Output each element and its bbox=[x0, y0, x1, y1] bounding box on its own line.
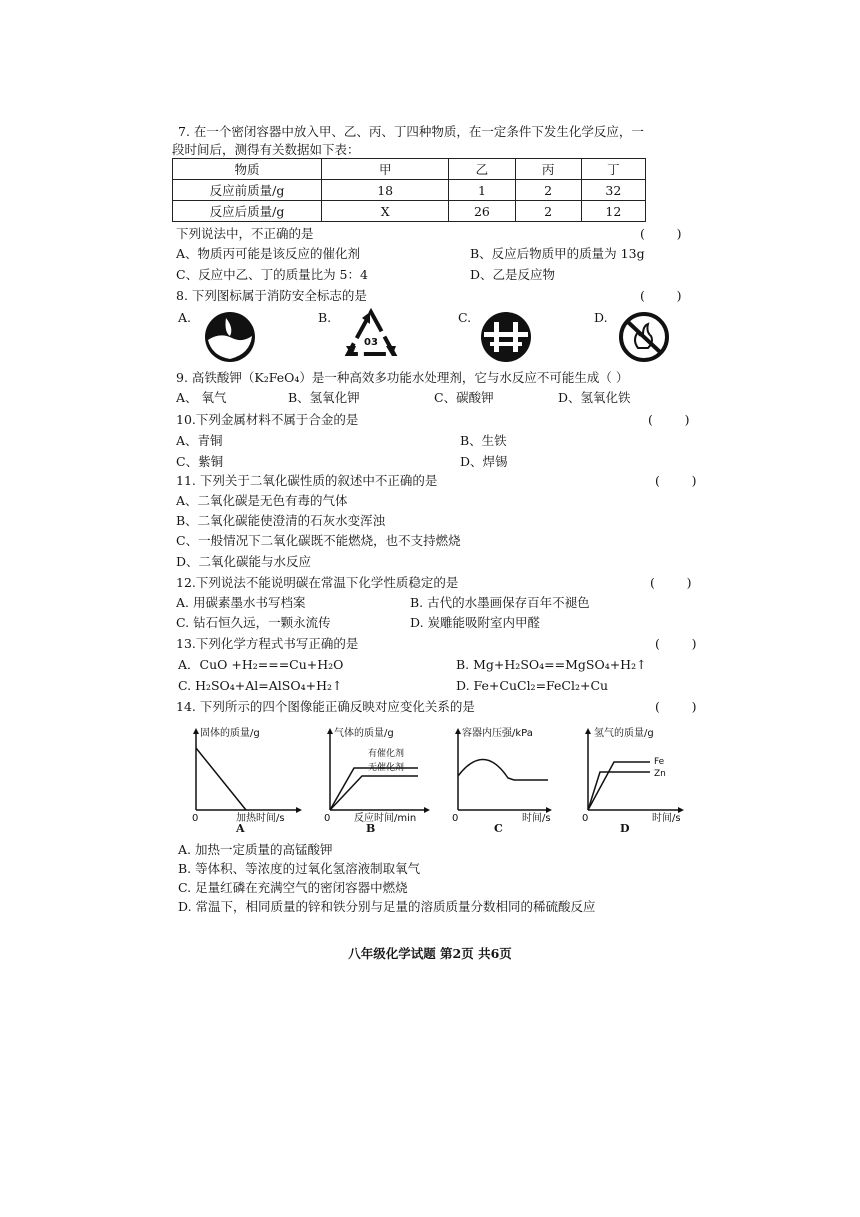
q7-stem-line2: 段时间后，测得有关数据如下表： bbox=[172, 142, 360, 157]
table-cell: 反应后质量/g bbox=[173, 201, 322, 222]
graph-c-caption: C bbox=[494, 822, 503, 835]
graph-b-origin: 0 bbox=[324, 813, 331, 822]
graph-d-label-fe: Fe bbox=[654, 757, 665, 767]
q7-data-table bbox=[172, 158, 646, 222]
no-open-flame-icon bbox=[616, 310, 672, 364]
graph-c-xlabel: 时间/s bbox=[522, 813, 551, 822]
q9-option-c: C、碳酸钾 bbox=[434, 390, 494, 405]
graph-b-label-catalyst: 有催化剂 bbox=[368, 749, 405, 759]
energy-label-icon bbox=[478, 310, 534, 364]
q13-option-d: D. Fe+CuCl₂=FeCl₂+Cu bbox=[456, 678, 609, 693]
graph-a-line bbox=[196, 748, 246, 810]
table-header-cell: 物质 bbox=[173, 159, 322, 180]
table-header-row bbox=[173, 159, 646, 180]
q12-option-a: A. 用碳素墨水书写档案 bbox=[176, 595, 306, 610]
q7-option-d: D、乙是反应物 bbox=[470, 267, 556, 282]
graph-b-line-no-catalyst bbox=[330, 776, 418, 810]
q14-answer-paren: ( ) bbox=[655, 699, 697, 714]
recycle-code: 03 bbox=[364, 337, 378, 348]
q12-stem: 12.下列说法不能说明碳在常温下化学性质稳定的是 bbox=[176, 575, 459, 590]
q9-option-b: B、氢氧化钾 bbox=[288, 390, 360, 405]
q12-answer-paren: ( ) bbox=[650, 575, 692, 590]
q9-option-a: A、 氧气 bbox=[176, 390, 227, 405]
q10-option-a: A、青铜 bbox=[176, 433, 223, 448]
table-cell: 反应前质量/g bbox=[173, 180, 322, 201]
graph-d-ylabel: 氢气的质量/g bbox=[594, 728, 654, 739]
graph-b-ylabel: 气体的质量/g bbox=[334, 728, 394, 739]
q10-option-d: D、焊锡 bbox=[460, 454, 508, 469]
table-header-cell: 甲 bbox=[322, 159, 449, 180]
q10-stem: 10.下列金属材料不属于合金的是 bbox=[176, 412, 359, 427]
graph-c-origin: 0 bbox=[452, 813, 459, 822]
graph-d-line-fe bbox=[588, 762, 650, 810]
q7-option-c: C、反应中乙、丁的质量比为 5：4 bbox=[176, 267, 368, 282]
recycle-icon bbox=[340, 306, 402, 364]
graph-a bbox=[180, 722, 308, 822]
q7-stem-line1: 7. 在一个密闭容器中放入甲、乙、丙、丁四种物质，在一定条件下发生化学反应，一 bbox=[178, 124, 644, 139]
table-row bbox=[173, 180, 646, 201]
graph-b-caption: B bbox=[366, 822, 376, 835]
graph-c bbox=[448, 722, 558, 822]
q12-option-c: C. 钻石恒久远，一颗永流传 bbox=[176, 615, 331, 630]
graph-c-ylabel: 容器内压强/kPa bbox=[462, 728, 533, 739]
q10-option-b: B、生铁 bbox=[460, 433, 507, 448]
table-cell: 26 bbox=[449, 201, 515, 222]
graph-b bbox=[318, 722, 436, 822]
q11-stem: 11. 下列关于二氧化碳性质的叙述中不正确的是 bbox=[176, 473, 438, 488]
q8-label-c: C. bbox=[458, 310, 472, 325]
q11-option-a: A、二氧化碳是无色有毒的气体 bbox=[176, 493, 348, 508]
q9-option-d: D、氢氧化铁 bbox=[558, 390, 631, 405]
table-cell: 32 bbox=[581, 180, 645, 201]
table-cell: 18 bbox=[322, 180, 449, 201]
q13-option-b: B. Mg+H₂SO₄==MgSO₄+H₂↑ bbox=[456, 657, 647, 672]
q14-stem: 14. 下列所示的四个图像能正确反映对应变化关系的是 bbox=[176, 699, 475, 714]
table-header-cell: 丁 bbox=[581, 159, 645, 180]
graph-c-line bbox=[458, 759, 548, 780]
graph-d-xlabel: 时间/s bbox=[652, 813, 681, 822]
q7-answer-paren: ( ) bbox=[640, 226, 682, 241]
graph-a-xlabel: 加热时间/s bbox=[236, 813, 285, 822]
graph-a-caption: A bbox=[236, 822, 245, 835]
q10-option-c: C、紫铜 bbox=[176, 454, 224, 469]
graph-d-label-zn: Zn bbox=[654, 769, 666, 779]
q8-label-b: B. bbox=[318, 310, 332, 325]
table-cell: 2 bbox=[515, 180, 581, 201]
q11-option-d: D、二氧化碳能与水反应 bbox=[176, 554, 312, 569]
q7-prompt: 下列说法中，不正确的是 bbox=[176, 226, 314, 241]
graph-a-origin: 0 bbox=[192, 813, 199, 822]
q13-answer-paren: ( ) bbox=[655, 636, 697, 651]
graph-a-ylabel: 固体的质量/g bbox=[200, 728, 260, 739]
q7-option-a: A、物质丙可能是该反应的催化剂 bbox=[176, 246, 361, 261]
q11-answer-paren: ( ) bbox=[655, 473, 697, 488]
table-cell: X bbox=[322, 201, 449, 222]
q11-option-b: B、二氧化碳能使澄清的石灰水变浑浊 bbox=[176, 513, 386, 528]
graph-d-origin: 0 bbox=[582, 813, 589, 822]
graph-d-caption: D bbox=[620, 822, 630, 835]
q14-option-c: C. 足量红磷在充满空气的密闭容器中燃烧 bbox=[178, 880, 408, 895]
table-cell: 2 bbox=[515, 201, 581, 222]
q13-option-a: A．CuO +H₂===Cu+H₂O bbox=[178, 657, 344, 672]
q13-stem: 13.下列化学方程式书写正确的是 bbox=[176, 636, 359, 651]
q8-answer-paren: ( ) bbox=[640, 288, 682, 303]
graph-b-line-catalyst bbox=[330, 768, 418, 810]
q10-answer-paren: ( ) bbox=[648, 412, 690, 427]
table-row bbox=[173, 201, 646, 222]
q8-label-d: D. bbox=[594, 310, 608, 325]
graph-d-line-zn bbox=[588, 772, 650, 810]
q14-option-b: B. 等体积、等浓度的过氧化氢溶液制取氧气 bbox=[178, 861, 421, 876]
q13-option-c: C. H₂SO₄+Al=AlSO₄+H₂↑ bbox=[178, 678, 343, 693]
table-cell: 12 bbox=[581, 201, 645, 222]
water-saving-icon bbox=[202, 310, 258, 364]
q8-stem: 8. 下列图标属于消防安全标志的是 bbox=[176, 288, 367, 303]
q12-option-b: B. 古代的水墨画保存百年不褪色 bbox=[410, 595, 590, 610]
q7-option-b: B、反应后物质甲的质量为 13g bbox=[470, 246, 645, 261]
page-footer: 八年级化学试题 第2页 共6页 bbox=[348, 946, 512, 961]
q14-option-d: D. 常温下，相同质量的锌和铁分别与足量的溶质质量分数相同的稀硫酸反应 bbox=[178, 899, 596, 914]
q14-option-a: A. 加热一定质量的高锰酸钾 bbox=[178, 842, 333, 857]
table-cell: 1 bbox=[449, 180, 515, 201]
graph-b-label-no-catalyst: 无催化剂 bbox=[368, 763, 405, 773]
table-header-cell: 乙 bbox=[449, 159, 515, 180]
q11-option-c: C、一般情况下二氧化碳既不能燃烧，也不支持燃烧 bbox=[176, 533, 461, 548]
q12-option-d: D. 炭雕能吸附室内甲醛 bbox=[410, 615, 541, 630]
table-header-cell: 丙 bbox=[515, 159, 581, 180]
graph-d bbox=[574, 722, 690, 822]
q9-stem: 9. 高铁酸钾（K₂FeO₄）是一种高效多功能水处理剂，它与水反应不可能生成（ ） bbox=[176, 370, 629, 385]
q8-label-a: A. bbox=[178, 310, 192, 325]
graph-b-xlabel: 反应时间/min bbox=[354, 813, 417, 822]
